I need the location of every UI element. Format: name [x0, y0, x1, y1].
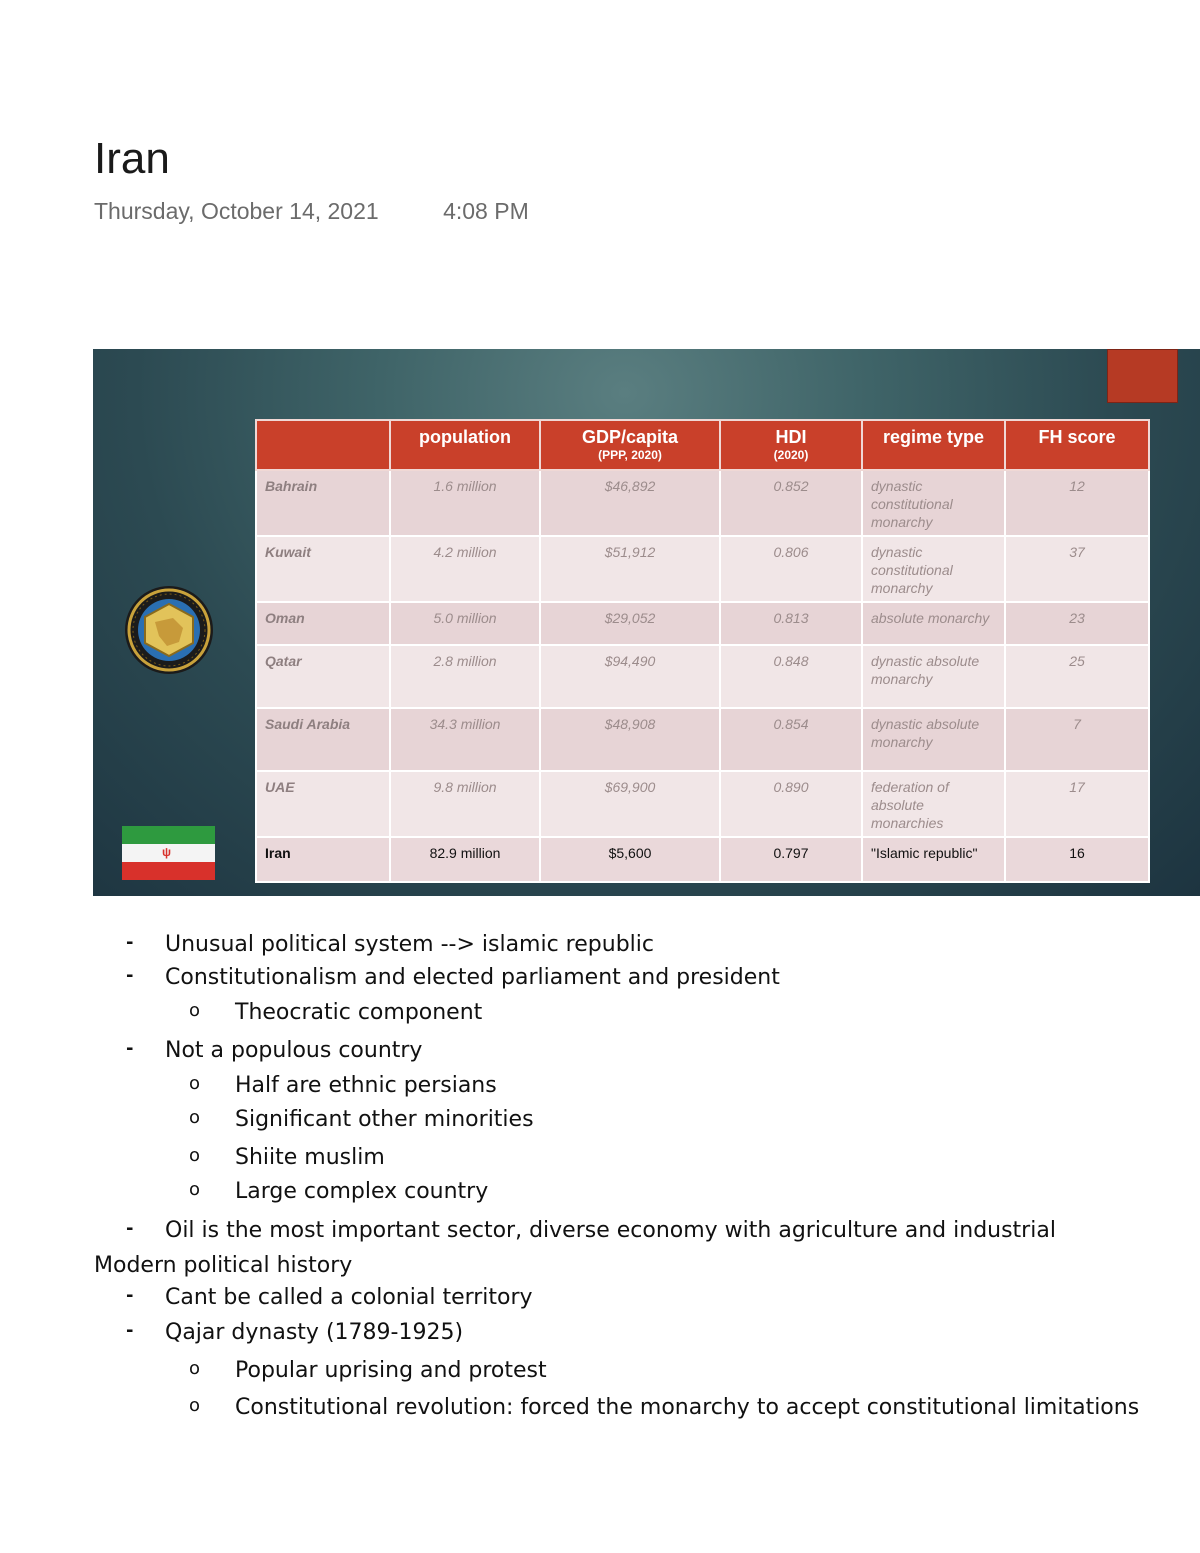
- table-cell-hdi: 0.797: [720, 837, 862, 882]
- table-cell-hdi: 0.852: [720, 470, 862, 536]
- circle-bullet-icon: o: [189, 1358, 201, 1379]
- note-item: [126, 965, 780, 990]
- table-cell-gdp: $46,892: [540, 470, 720, 536]
- note-item: [126, 1038, 423, 1063]
- table-header-label: FH score: [1038, 427, 1116, 447]
- table-cell-gdp: $29,052: [540, 602, 720, 645]
- note-item: [189, 1107, 534, 1132]
- table-header-cell: [390, 420, 540, 470]
- table-cell-hdi: 0.854: [720, 708, 862, 771]
- note-item: [126, 1320, 464, 1345]
- table-cell-gdp: $69,900: [540, 771, 720, 837]
- note-text: Oil is the most important sector, diverse economy with agriculture and industrial: [165, 1218, 1056, 1243]
- table-cell-country: Saudi Arabia: [256, 708, 390, 771]
- table-cell-hdi: 0.806: [720, 536, 862, 602]
- note-item: [189, 1145, 385, 1170]
- table-cell-country: UAE: [256, 771, 390, 837]
- table-cell-fh: 16: [1005, 837, 1149, 882]
- table-cell-regime: federation of absolute monarchies: [862, 771, 1005, 837]
- table-row: [256, 470, 1149, 536]
- note-item: [189, 1179, 489, 1204]
- table-cell-country: Qatar: [256, 645, 390, 708]
- page-dateline: [94, 198, 529, 225]
- table-cell-fh: 7: [1005, 708, 1149, 771]
- table-cell-population: 2.8 million: [390, 645, 540, 708]
- dash-bullet-icon: -: [126, 1320, 134, 1341]
- table-row: [256, 771, 1149, 837]
- table-row: [256, 708, 1149, 771]
- table-header-label: regime type: [882, 427, 985, 447]
- table-cell-regime: "Islamic republic": [862, 837, 1005, 882]
- table-header-cell: [862, 420, 1005, 470]
- table-cell-fh: 37: [1005, 536, 1149, 602]
- table-header-cell: [1005, 420, 1149, 470]
- table-cell-regime: dynastic absolute monarchy: [862, 645, 1005, 708]
- table-cell-population: 82.9 million: [390, 837, 540, 882]
- table-cell-gdp: $94,490: [540, 645, 720, 708]
- table-cell-fh: 25: [1005, 645, 1149, 708]
- table-cell-gdp: $48,908: [540, 708, 720, 771]
- table-cell-population: 34.3 million: [390, 708, 540, 771]
- dash-bullet-icon: -: [126, 1218, 134, 1239]
- note-text: Shiite muslim: [235, 1145, 385, 1170]
- page-date: Thursday, October 14, 2021: [94, 198, 379, 224]
- table-cell-regime: dynastic absolute monarchy: [862, 708, 1005, 771]
- table-header-row: [256, 420, 1149, 470]
- gcc-comparison-table: [255, 419, 1150, 883]
- note-text: Theocratic component: [235, 1000, 483, 1025]
- table-cell-population: 5.0 million: [390, 602, 540, 645]
- note-item: [189, 1395, 1140, 1420]
- page-title: Iran: [94, 134, 170, 183]
- note-item: [126, 1218, 1056, 1243]
- table-header-cell: [540, 420, 720, 470]
- note-text: Qajar dynasty (1789-1925): [165, 1320, 464, 1345]
- table-cell-hdi: 0.813: [720, 602, 862, 645]
- note-text: Half are ethnic persians: [235, 1073, 497, 1098]
- note-text: Constitutional revolution: forced the monarchy to accept constitutional limitations: [235, 1395, 1140, 1420]
- table-cell-fh: 17: [1005, 771, 1149, 837]
- note-text: Modern political history: [94, 1253, 353, 1278]
- note-text: Cant be called a colonial territory: [165, 1285, 533, 1310]
- circle-bullet-icon: o: [189, 1145, 201, 1166]
- circle-bullet-icon: o: [189, 1107, 201, 1128]
- page-time: 4:08 PM: [443, 198, 529, 224]
- slide-accent-square: [1107, 349, 1178, 403]
- table-cell-hdi: 0.890: [720, 771, 862, 837]
- table-cell-hdi: 0.848: [720, 645, 862, 708]
- note-text: Not a populous country: [165, 1038, 423, 1063]
- table-cell-population: 4.2 million: [390, 536, 540, 602]
- table-row: [256, 602, 1149, 645]
- table-cell-fh: 12: [1005, 470, 1149, 536]
- table-cell-regime: absolute monarchy: [862, 602, 1005, 645]
- dash-bullet-icon: -: [126, 1038, 134, 1059]
- table-cell-country: Iran: [256, 837, 390, 882]
- table-cell-country: Kuwait: [256, 536, 390, 602]
- gcc-emblem-icon: [123, 584, 215, 676]
- note-text: Constitutionalism and elected parliament and president: [165, 965, 780, 990]
- circle-bullet-icon: o: [189, 1395, 201, 1416]
- circle-bullet-icon: o: [189, 1073, 201, 1094]
- table-cell-gdp: $5,600: [540, 837, 720, 882]
- note-text: Significant other minorities: [235, 1107, 534, 1132]
- note-item: [126, 1285, 533, 1310]
- iran-flag-icon: ψ: [122, 826, 215, 880]
- table-header-cell: [720, 420, 862, 470]
- table-cell-population: 9.8 million: [390, 771, 540, 837]
- table-cell-country: Bahrain: [256, 470, 390, 536]
- table-row: [256, 645, 1149, 708]
- table-cell-regime: dynastic constitutional monarchy: [862, 470, 1005, 536]
- table-header-label: population: [419, 427, 511, 447]
- table-cell-population: 1.6 million: [390, 470, 540, 536]
- dash-bullet-icon: -: [126, 932, 134, 953]
- note-item: [189, 1000, 483, 1025]
- note-text: Popular uprising and protest: [235, 1358, 547, 1383]
- table-header-label: HDI: [775, 427, 807, 447]
- note-item: [126, 932, 654, 957]
- table-header-cell: [256, 420, 390, 470]
- slide-image: [93, 349, 1200, 896]
- table-cell-fh: 23: [1005, 602, 1149, 645]
- note-text: Large complex country: [235, 1179, 489, 1204]
- table-cell-country: Oman: [256, 602, 390, 645]
- circle-bullet-icon: o: [189, 1179, 201, 1200]
- circle-bullet-icon: o: [189, 1000, 201, 1021]
- note-item: [189, 1358, 547, 1383]
- note-text: Unusual political system --> islamic republic: [165, 932, 654, 957]
- table-row: [256, 837, 1149, 882]
- dash-bullet-icon: -: [126, 965, 134, 986]
- table-header-sublabel: (PPP, 2020): [598, 448, 662, 462]
- table-header-label: GDP/capita: [581, 427, 679, 447]
- note-item: [189, 1073, 497, 1098]
- table-cell-regime: dynastic constitutional monarchy: [862, 536, 1005, 602]
- table-header-sublabel: (2020): [773, 448, 809, 462]
- table-row: [256, 536, 1149, 602]
- note-heading: [94, 1253, 352, 1278]
- table-cell-gdp: $51,912: [540, 536, 720, 602]
- dash-bullet-icon: -: [126, 1285, 134, 1306]
